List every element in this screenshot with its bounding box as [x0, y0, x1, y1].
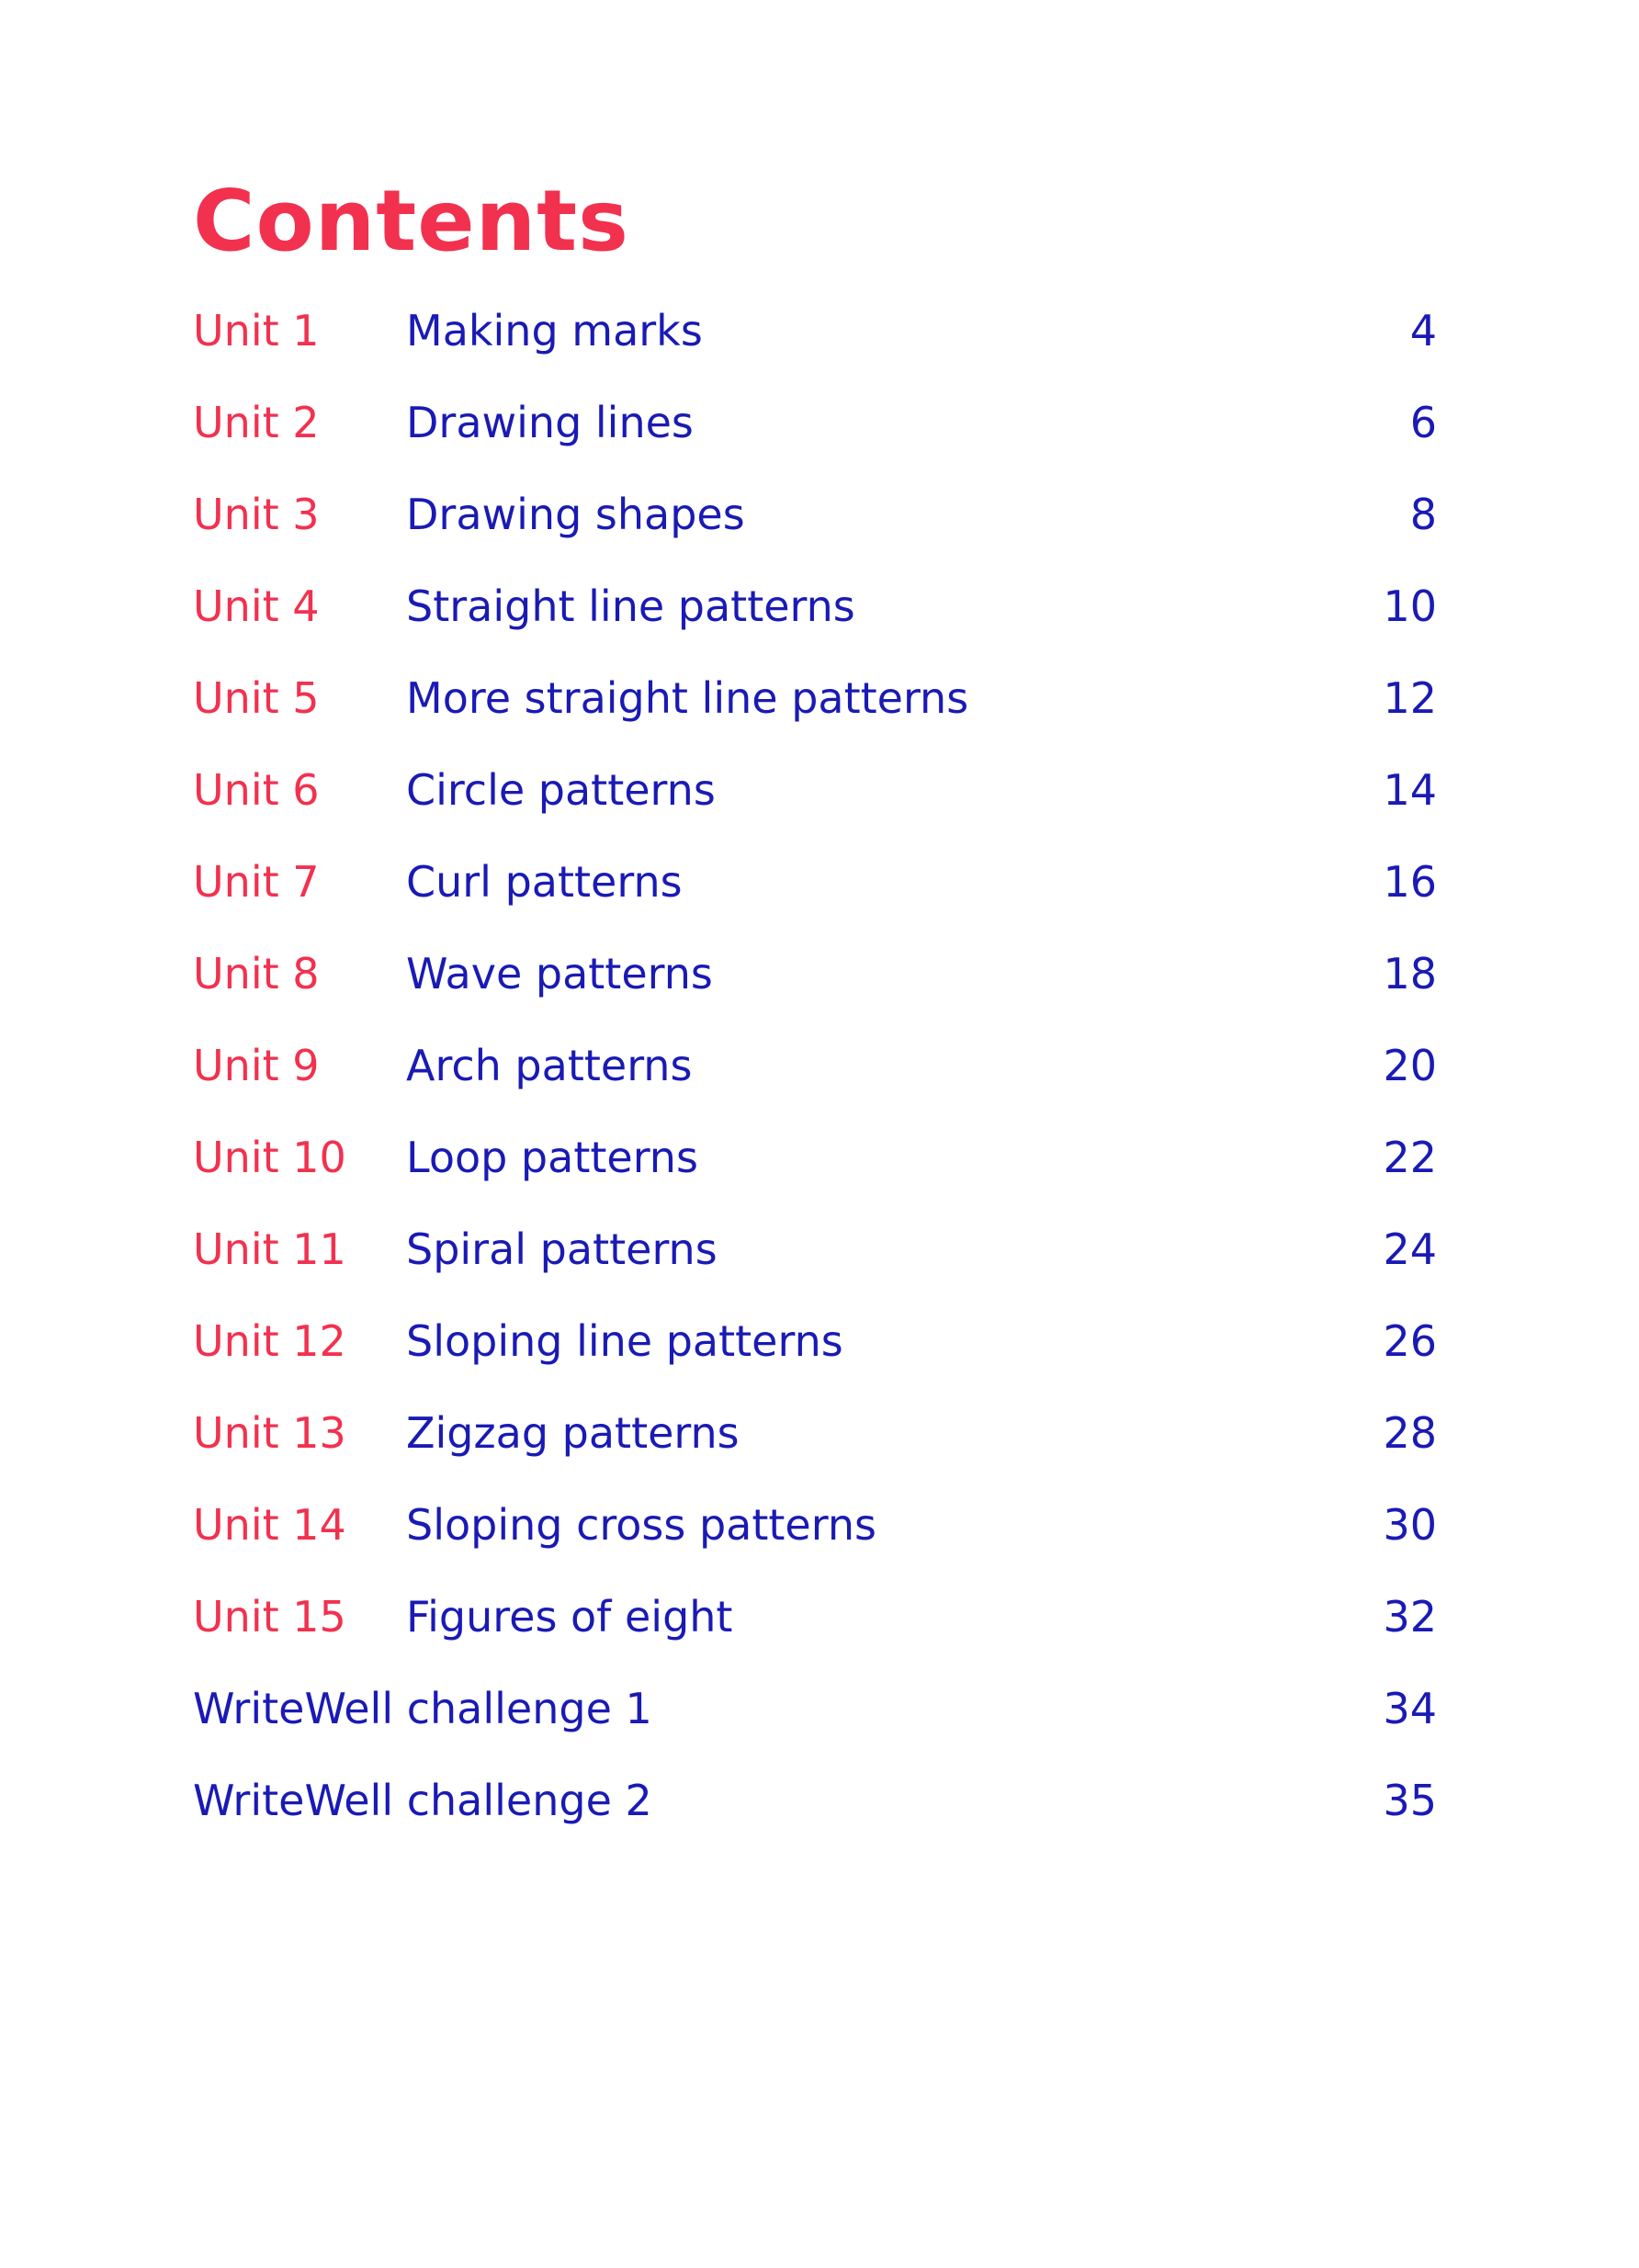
- page-number: 35: [1383, 1776, 1437, 1825]
- challenge-title: WriteWell challenge 1: [193, 1684, 652, 1733]
- page-title: Contents: [193, 172, 629, 270]
- unit-label: Unit 11: [193, 1224, 346, 1274]
- page-number: 28: [1383, 1408, 1437, 1458]
- unit-label: Unit 8: [193, 949, 320, 999]
- unit-title: Arch patterns: [406, 1041, 693, 1090]
- toc-entry-unit-6[interactable]: [193, 753, 1437, 845]
- table-of-contents: [193, 294, 1437, 1856]
- toc-entry-unit-14[interactable]: [193, 1488, 1437, 1580]
- unit-title: Circle patterns: [406, 765, 716, 815]
- toc-entry-unit-9[interactable]: [193, 1029, 1437, 1121]
- page-number: 4: [1409, 306, 1437, 355]
- unit-title: Curl patterns: [406, 857, 683, 907]
- unit-title: More straight line patterns: [406, 673, 969, 723]
- page-number: 30: [1383, 1500, 1437, 1550]
- page-number: 32: [1383, 1592, 1437, 1642]
- unit-title: Drawing lines: [406, 398, 694, 447]
- unit-label: Unit 1: [193, 306, 320, 355]
- toc-entry-unit-3[interactable]: [193, 478, 1437, 570]
- toc-entry-challenge-2[interactable]: [193, 1764, 1437, 1856]
- page-number: 6: [1409, 398, 1437, 447]
- toc-entry-unit-12[interactable]: [193, 1304, 1437, 1396]
- unit-title: Figures of eight: [406, 1592, 733, 1642]
- page-number: 18: [1383, 949, 1437, 999]
- toc-entry-unit-8[interactable]: [193, 937, 1437, 1029]
- page-number: 20: [1383, 1041, 1437, 1090]
- challenge-title: WriteWell challenge 2: [193, 1776, 652, 1825]
- unit-label: Unit 4: [193, 581, 320, 631]
- unit-title: Making marks: [406, 306, 703, 355]
- unit-title: Wave patterns: [406, 949, 713, 999]
- page-number: 12: [1383, 673, 1437, 723]
- unit-label: Unit 3: [193, 490, 320, 539]
- page-number: 26: [1383, 1316, 1437, 1366]
- toc-entry-unit-10[interactable]: [193, 1121, 1437, 1213]
- toc-entry-unit-1[interactable]: [193, 294, 1437, 386]
- toc-entry-unit-13[interactable]: [193, 1396, 1437, 1488]
- unit-label: Unit 7: [193, 857, 320, 907]
- toc-entry-unit-15[interactable]: [193, 1580, 1437, 1672]
- unit-title: Sloping cross patterns: [406, 1500, 876, 1550]
- unit-title: Sloping line patterns: [406, 1316, 843, 1366]
- toc-entry-unit-11[interactable]: [193, 1213, 1437, 1304]
- toc-entry-challenge-1[interactable]: [193, 1672, 1437, 1764]
- unit-label: Unit 5: [193, 673, 320, 723]
- unit-label: Unit 2: [193, 398, 320, 447]
- toc-entry-unit-2[interactable]: [193, 386, 1437, 478]
- unit-title: Drawing shapes: [406, 490, 745, 539]
- unit-label: Unit 10: [193, 1133, 346, 1182]
- page-number: 22: [1383, 1133, 1437, 1182]
- unit-label: Unit 13: [193, 1408, 346, 1458]
- page-number: 24: [1383, 1224, 1437, 1274]
- unit-label: Unit 6: [193, 765, 320, 815]
- toc-entry-unit-5[interactable]: [193, 661, 1437, 753]
- unit-title: Spiral patterns: [406, 1224, 718, 1274]
- page-number: 14: [1383, 765, 1437, 815]
- page-number: 8: [1409, 490, 1437, 539]
- page-number: 34: [1383, 1684, 1437, 1733]
- unit-title: Straight line patterns: [406, 581, 855, 631]
- toc-entry-unit-4[interactable]: [193, 570, 1437, 661]
- unit-label: Unit 15: [193, 1592, 346, 1642]
- page-number: 16: [1383, 857, 1437, 907]
- toc-entry-unit-7[interactable]: [193, 845, 1437, 937]
- page-number: 10: [1383, 581, 1437, 631]
- unit-label: Unit 12: [193, 1316, 346, 1366]
- unit-title: Loop patterns: [406, 1133, 698, 1182]
- unit-title: Zigzag patterns: [406, 1408, 740, 1458]
- unit-label: Unit 9: [193, 1041, 320, 1090]
- unit-label: Unit 14: [193, 1500, 346, 1550]
